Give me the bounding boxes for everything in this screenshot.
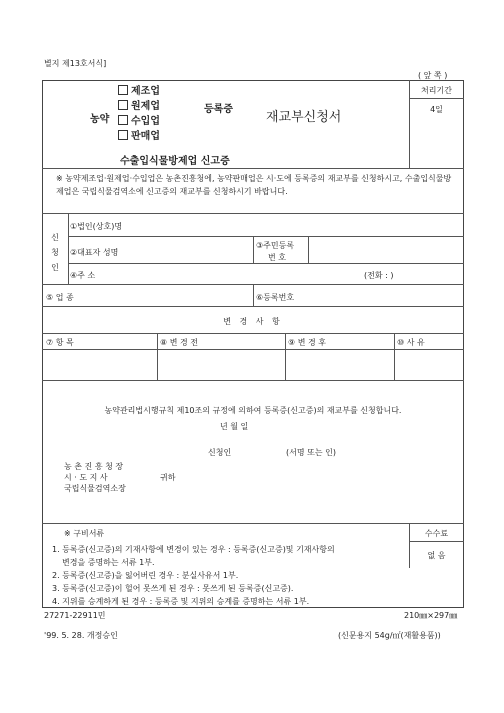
honorific: 귀하 <box>160 473 176 482</box>
checkbox-icon <box>118 100 128 110</box>
docs-heading: ※ 구비서류 <box>64 529 105 538</box>
checkbox-icon <box>118 130 128 140</box>
option-manufacture[interactable]: 제조업 <box>118 84 160 99</box>
header-middle: 등록증 <box>204 104 233 115</box>
resident-number-label-2: 번 호 <box>268 253 286 262</box>
docs-list <box>52 543 335 608</box>
company-name-label: ①법인(상호)명 <box>70 222 123 231</box>
doc-item-3: 3. 등록증(신고증)이 헐어 못쓰게 된 경우 : 못쓰게 된 등록증(신고증). <box>52 584 294 593</box>
applicant-side-label: 신청인 <box>51 233 59 272</box>
side-note: ( 앞 쪽 ) <box>418 71 448 80</box>
recipient-quarantine: 국립식물검역소장 <box>64 484 126 493</box>
resident-number-label-1: ③주민등록 <box>256 241 295 250</box>
checkbox-icon <box>118 115 128 125</box>
doc-item-1-cont: 변경을 증명하는 서류 1부. <box>62 558 155 567</box>
sign-note: (서명 또는 인) <box>286 448 336 457</box>
column-after: ⑨ 변 경 후 <box>288 338 326 347</box>
page-subtitle: 수출입식물방제업 신고증 <box>120 156 230 167</box>
fee-label: 수수료 <box>424 529 449 538</box>
processing-value: 4일 <box>430 105 443 114</box>
option-raw-material[interactable]: 원제업 <box>118 99 160 114</box>
form-number: 별지 제13호서식] <box>44 59 107 68</box>
header-prefix: 농약 <box>90 114 110 125</box>
doc-item-4: 4. 지위를 승계하게 된 경우 : 등록증 및 지위의 승계를 증명하는 서류 1부. <box>52 597 310 606</box>
business-options <box>118 84 160 144</box>
form-code: 27271-22911민 <box>44 611 106 620</box>
recipient-rda: 농 촌 진 흥 청 장 <box>64 462 124 471</box>
date-line: 년 월 일 <box>220 422 249 431</box>
recipient-governor: 시 · 도 지 사 <box>64 473 108 482</box>
column-reason: ⑩ 사 유 <box>397 338 425 347</box>
checkbox-icon <box>118 85 128 95</box>
paper-size: 210㎜×297㎜ <box>404 611 458 620</box>
fee-value: 없 음 <box>427 551 446 560</box>
representative-label: ②대표자 성명 <box>70 248 119 257</box>
page-title: 재교부신청서 <box>266 110 342 125</box>
notice-text: ※ 농약제조업·원제업·수입업은 농촌진흥청에, 농약판매업은 시·도에 등록증의 재교부를 신청하시고, 수출입식물방제업은 국립식물검역소에 신고증의 재교부를 신청하시기 바랍니다. <box>56 174 452 196</box>
doc-item-1: 1. 등록증(신고증)의 기재사항에 변경이 있는 경우 : 등록증(신고증)및 기재사항의 <box>52 545 335 554</box>
address-label: ④주 소 <box>70 271 96 280</box>
business-type-label: ⑤ 업 종 <box>46 293 74 302</box>
doc-item-2: 2. 등록증(신고증)을 잃어버린 경우 : 분실사유서 1부. <box>52 571 239 580</box>
phone-label: (전화 : ) <box>364 271 394 280</box>
option-import[interactable]: 수입업 <box>118 114 160 129</box>
column-item: ⑦ 항 목 <box>46 338 74 347</box>
applicant-sign-label: 신청인 <box>208 448 232 457</box>
registration-number-label: ⑥등록번호 <box>256 293 295 302</box>
recipients <box>64 461 126 494</box>
approval-date: '99. 5. 28. 개정승인 <box>44 631 118 640</box>
option-sales[interactable]: 판매업 <box>118 129 160 144</box>
column-before: ⑧ 변 경 전 <box>160 338 198 347</box>
statement-text: 농약관리법시행규칙 제10조의 규정에 의하여 등록증(신고증)의 재교부를 신청합니다. <box>104 406 402 415</box>
changes-heading: 변 경 사 항 <box>223 317 283 326</box>
processing-label: 처리기간 <box>421 86 452 95</box>
paper-note: (신문용지 54g/㎡(재활용품)) <box>338 631 441 640</box>
